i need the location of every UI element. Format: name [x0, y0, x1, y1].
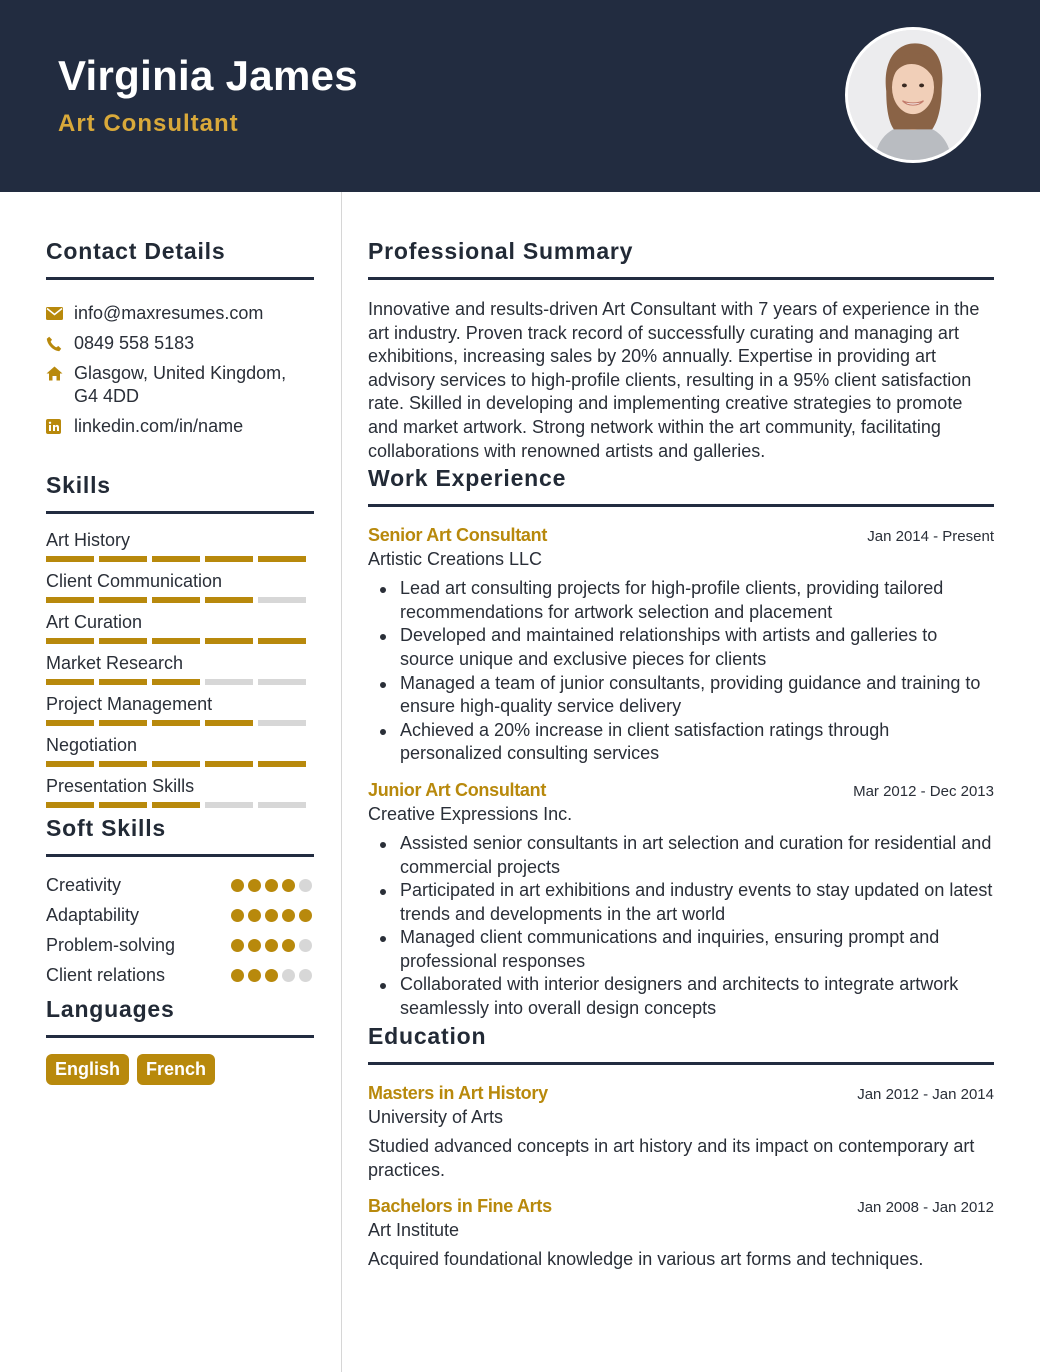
job-bullet: Managed client communications and inquiries, ensuring prompt and professional responses — [368, 926, 994, 973]
skill-item — [46, 733, 314, 767]
rating-dot — [265, 939, 278, 952]
contact-phone[interactable] — [46, 332, 314, 355]
education-desc: Studied advanced concepts in art history and its impact on contemporary art practices. — [368, 1135, 975, 1180]
skill-level-segment — [99, 638, 147, 644]
profile-photo-image — [848, 30, 978, 160]
education-date: Jan 2012 - Jan 2014 — [857, 1085, 994, 1103]
soft-skill-item — [46, 960, 314, 990]
skill-name: Project Management — [46, 694, 213, 714]
skill-level-segment — [258, 679, 306, 685]
skill-level-segment — [205, 720, 253, 726]
soft-skill-name: Creativity — [46, 874, 122, 895]
soft-skill-name: Adaptability — [46, 904, 140, 925]
skill-level-segment — [258, 761, 306, 767]
languages-list — [46, 1054, 314, 1085]
rating-dot — [282, 909, 295, 922]
skills-title: Skills — [46, 472, 314, 514]
contact-linkedin[interactable] — [46, 415, 314, 438]
job-bullet: Assisted senior consultants in art selection and curation for residential and commercial projects — [368, 832, 994, 879]
skill-level-segment — [99, 597, 147, 603]
skill-level-segment — [152, 597, 200, 603]
skill-level-segment — [99, 556, 147, 562]
contact-title: Contact Details — [46, 238, 314, 280]
skill-level-segment — [152, 556, 200, 562]
rating-dot — [248, 879, 261, 892]
soft-skill-name: Problem-solving — [46, 934, 176, 955]
skill-level-bar — [46, 679, 314, 685]
contact-email-text: info@maxresumes.com — [74, 303, 264, 323]
candidate-role: Art Consultant — [58, 110, 239, 137]
rating-dot — [282, 939, 295, 952]
languages-title: Languages — [46, 996, 314, 1038]
job-date: Jan 2014 - Present — [867, 528, 994, 546]
skill-level-segment — [152, 720, 200, 726]
skill-level-segment — [152, 761, 200, 767]
skill-level-segment — [46, 638, 94, 644]
skill-level-bar — [46, 556, 314, 562]
skill-level-segment — [152, 638, 200, 644]
skill-level-segment — [46, 720, 94, 726]
skill-level-segment — [152, 802, 200, 808]
job-company: Creative Expressions Inc. — [368, 803, 573, 824]
experience-title: Work Experience — [368, 465, 994, 507]
skill-name: Negotiation — [46, 735, 138, 755]
skill-level-segment — [258, 802, 306, 808]
rating-dot — [248, 969, 261, 982]
skill-level-bar — [46, 720, 314, 726]
rating-dot — [299, 879, 312, 892]
skill-level-segment — [46, 679, 94, 685]
rating-dot — [282, 969, 295, 982]
envelope-icon — [46, 302, 74, 325]
rating-dot — [265, 969, 278, 982]
right-column — [368, 192, 994, 1271]
skill-item — [46, 610, 314, 644]
home-icon — [46, 362, 74, 385]
soft-skill-rating — [231, 909, 314, 922]
education-entry — [368, 1083, 994, 1182]
rating-dot — [299, 969, 312, 982]
job-bullet: Collaborated with interior designers and architects to integrate artwork seamlessly into overall design concepts — [368, 973, 994, 1020]
job-title: Senior Art Consultant — [368, 525, 548, 546]
resume-header — [0, 0, 1040, 192]
skill-level-segment — [205, 597, 253, 603]
degree-title: Masters in Art History — [368, 1082, 548, 1103]
skill-item — [46, 569, 314, 603]
column-divider — [341, 192, 342, 1372]
skill-level-segment — [258, 720, 306, 726]
skill-level-segment — [258, 638, 306, 644]
rating-dot — [299, 909, 312, 922]
skill-level-segment — [205, 556, 253, 562]
degree-title: Bachelors in Fine Arts — [368, 1195, 552, 1216]
experience-section — [368, 465, 994, 1021]
education-title: Education — [368, 1023, 994, 1065]
skill-level-segment — [99, 761, 147, 767]
contact-address — [46, 362, 314, 408]
job-entry — [368, 525, 994, 766]
rating-dot — [248, 939, 261, 952]
job-entry — [368, 780, 994, 1021]
soft-skill-item — [46, 900, 314, 930]
summary-text: Innovative and results-driven Art Consultant with 7 years of experience in the art industry. Proven track record of successfully curating and managing art exhibitions, increasing sales by 20% annually. Expertise in providing art advisory services to high-profile clients, resulting in a 95% client satisfaction rate. Skilled in developing and implementing creative strategies to promote and market artwork. Strong network within the art community, facilitating collaborations with renowned artists and galleries. — [368, 299, 980, 461]
skill-level-segment — [99, 679, 147, 685]
skill-level-bar — [46, 597, 314, 603]
skill-level-bar — [46, 761, 314, 767]
phone-icon — [46, 332, 74, 355]
school-name: Art Institute — [368, 1219, 460, 1240]
job-bullet: Developed and maintained relationships with artists and galleries to source unique and exclusive pieces for clients — [368, 624, 994, 671]
skill-name: Art Curation — [46, 612, 143, 632]
languages-section — [46, 996, 314, 1085]
skill-level-segment — [152, 679, 200, 685]
skill-level-segment — [258, 556, 306, 562]
school-name: University of Arts — [368, 1106, 504, 1127]
job-title: Junior Art Consultant — [368, 779, 547, 800]
soft-skill-rating — [231, 969, 314, 982]
skill-level-bar — [46, 802, 314, 808]
skill-name: Client Communication — [46, 571, 223, 591]
skill-name: Presentation Skills — [46, 776, 195, 796]
rating-dot — [265, 909, 278, 922]
soft-skill-rating — [231, 939, 314, 952]
soft-skill-item — [46, 930, 314, 960]
skill-name: Art History — [46, 530, 131, 550]
job-bullets — [368, 832, 994, 1021]
soft-skills-section — [46, 815, 314, 990]
skill-level-segment — [258, 597, 306, 603]
rating-dot — [299, 939, 312, 952]
job-date: Mar 2012 - Dec 2013 — [853, 782, 994, 800]
rating-dot — [282, 879, 295, 892]
skill-level-segment — [46, 556, 94, 562]
job-company: Artistic Creations LLC — [368, 549, 543, 570]
contact-phone-text: 0849 558 5183 — [74, 333, 195, 353]
education-section — [368, 1023, 994, 1271]
education-entry — [368, 1196, 994, 1271]
contact-email[interactable] — [46, 302, 314, 325]
contact-list — [46, 302, 314, 438]
soft-skills-list — [46, 870, 314, 990]
skill-name: Market Research — [46, 653, 184, 673]
language-tag: English — [46, 1054, 129, 1085]
left-column — [46, 192, 314, 1085]
linkedin-icon — [46, 415, 74, 438]
skill-item — [46, 692, 314, 726]
rating-dot — [231, 879, 244, 892]
skill-level-bar — [46, 638, 314, 644]
job-bullets — [368, 577, 994, 766]
skill-level-segment — [99, 802, 147, 808]
soft-skills-title: Soft Skills — [46, 815, 314, 857]
skill-level-segment — [46, 761, 94, 767]
skill-level-segment — [46, 802, 94, 808]
skill-level-segment — [205, 638, 253, 644]
job-bullet: Lead art consulting projects for high-profile clients, providing tailored recommendations for artwork selection and placement — [368, 577, 994, 624]
soft-skill-rating — [231, 879, 314, 892]
skill-item — [46, 651, 314, 685]
rating-dot — [248, 909, 261, 922]
rating-dot — [231, 909, 244, 922]
soft-skill-name: Client relations — [46, 964, 166, 985]
job-bullet: Managed a team of junior consultants, providing guidance and training to ensure high-quality service delivery — [368, 672, 994, 719]
skill-item — [46, 528, 314, 562]
education-desc: Acquired foundational knowledge in various art forms and techniques. — [368, 1248, 924, 1269]
rating-dot — [265, 879, 278, 892]
rating-dot — [231, 939, 244, 952]
profile-photo — [845, 27, 981, 163]
candidate-name: Virginia James — [58, 52, 358, 99]
skill-item — [46, 774, 314, 808]
rating-dot — [231, 969, 244, 982]
job-bullet: Achieved a 20% increase in client satisfaction ratings through personalized consulting services — [368, 719, 994, 766]
skill-level-segment — [205, 679, 253, 685]
summary-section — [368, 238, 994, 463]
summary-title: Professional Summary — [368, 238, 994, 280]
skill-level-segment — [46, 597, 94, 603]
education-date: Jan 2008 - Jan 2012 — [857, 1198, 994, 1216]
contact-section — [46, 238, 314, 438]
skill-level-segment — [205, 802, 253, 808]
language-tag: French — [137, 1054, 215, 1085]
skill-level-segment — [205, 761, 253, 767]
contact-linkedin-text: linkedin.com/in/name — [74, 416, 244, 436]
job-bullet: Participated in art exhibitions and industry events to stay updated on latest trends and developments in the art world — [368, 879, 994, 926]
soft-skill-item — [46, 870, 314, 900]
skills-section — [46, 472, 314, 808]
contact-address-text: Glasgow, United Kingdom, G4 4DD — [74, 363, 287, 406]
skill-level-segment — [99, 720, 147, 726]
skills-list — [46, 528, 314, 808]
